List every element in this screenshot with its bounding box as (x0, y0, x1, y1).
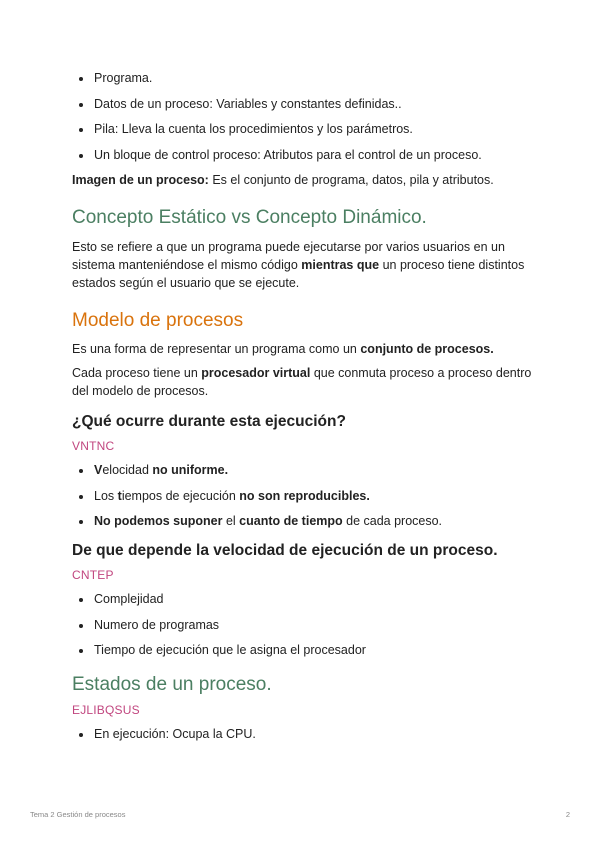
list-item: En ejecución: Ocupa la CPU. (72, 726, 532, 743)
modelo-text-end: que conmuta proceso a proceso dentro del modelo de procesos. (72, 366, 532, 398)
list-item: Numero de programas (72, 617, 532, 634)
list-item-bold: t (117, 488, 122, 503)
list-item: Datos de un proceso: Variables y constantes definidas.. (72, 96, 532, 113)
modelo-paragraph-1 (72, 340, 532, 358)
list-item-text: iempos de ejecución (121, 488, 240, 503)
list-item: Tiempo de ejecución que le asigna el procesador (72, 642, 532, 659)
concepto-text: Esto se refiere a que un programa puede ejecutarse por varios usuarios en un sistema manteniéndose el mismo código (72, 240, 505, 272)
list-item: Programa. (72, 70, 532, 87)
footer-title: Tema 2 Gestión de procesos (30, 810, 126, 819)
modelo-text: Cada proceso tiene un (72, 366, 202, 380)
modelo-paragraph-2 (72, 364, 532, 400)
list-item-text: elocidad (102, 463, 153, 477)
list-item: Complejidad (72, 591, 532, 608)
list-item: Un bloque de control proceso: Atributos para el control de un proceso. (72, 147, 532, 164)
estados-list (72, 726, 532, 743)
ejecucion-list (72, 462, 532, 530)
heading-concepto: Concepto Estático vs Concepto Dinámico. (72, 207, 427, 228)
heading-modelo: Modelo de procesos (72, 310, 244, 331)
concepto-paragraph (72, 238, 532, 292)
heading-estados: Estados de un proceso. (72, 674, 272, 695)
list-item (72, 513, 532, 530)
process-components-list (72, 70, 532, 164)
page-content (72, 70, 532, 752)
list-item: Pila: Lleva la cuenta los procedimientos y los parámetros. (72, 121, 532, 138)
list-item (72, 462, 532, 479)
imagen-text: Es el conjunto de programa, datos, pila y atributos. (208, 173, 494, 187)
modelo-text: Es una forma de representar un programa como un (72, 342, 361, 356)
list-item-text: de cada proceso. (342, 514, 443, 528)
list-item-bold: no uniforme. (152, 463, 229, 477)
modelo-bold: conjunto de procesos. (360, 342, 494, 356)
list-item-bold: V (94, 463, 103, 477)
velocidad-list (72, 591, 532, 659)
page-number: 2 (565, 810, 570, 819)
list-item-bold: no son reproducibles. (239, 488, 370, 503)
heading-ejecucion: ¿Qué ocurre durante esta ejecución? (72, 413, 346, 430)
mnemonic-vntnc: VNTNC (72, 439, 115, 453)
modelo-bold: procesador virtual (201, 366, 311, 380)
list-item-bold: No podemos suponer (94, 514, 223, 528)
list-item-text: Los (94, 488, 118, 503)
list-item (72, 488, 532, 505)
concepto-bold: mientras que (301, 258, 380, 272)
imagen-definition (72, 171, 532, 189)
imagen-term: Imagen de un proceso: (72, 173, 209, 187)
mnemonic-ejlibqsus: EJLIBQSUS (72, 703, 140, 717)
heading-velocidad: De que depende la velocidad de ejecución de un proceso. (72, 542, 498, 559)
concepto-text-end: un proceso tiene distintos estados según el usuario que se ejecute. (72, 258, 525, 290)
list-item-text: el (222, 514, 240, 528)
list-item-bold: cuanto de tiempo (239, 514, 343, 528)
mnemonic-cntep: CNTEP (72, 568, 114, 582)
